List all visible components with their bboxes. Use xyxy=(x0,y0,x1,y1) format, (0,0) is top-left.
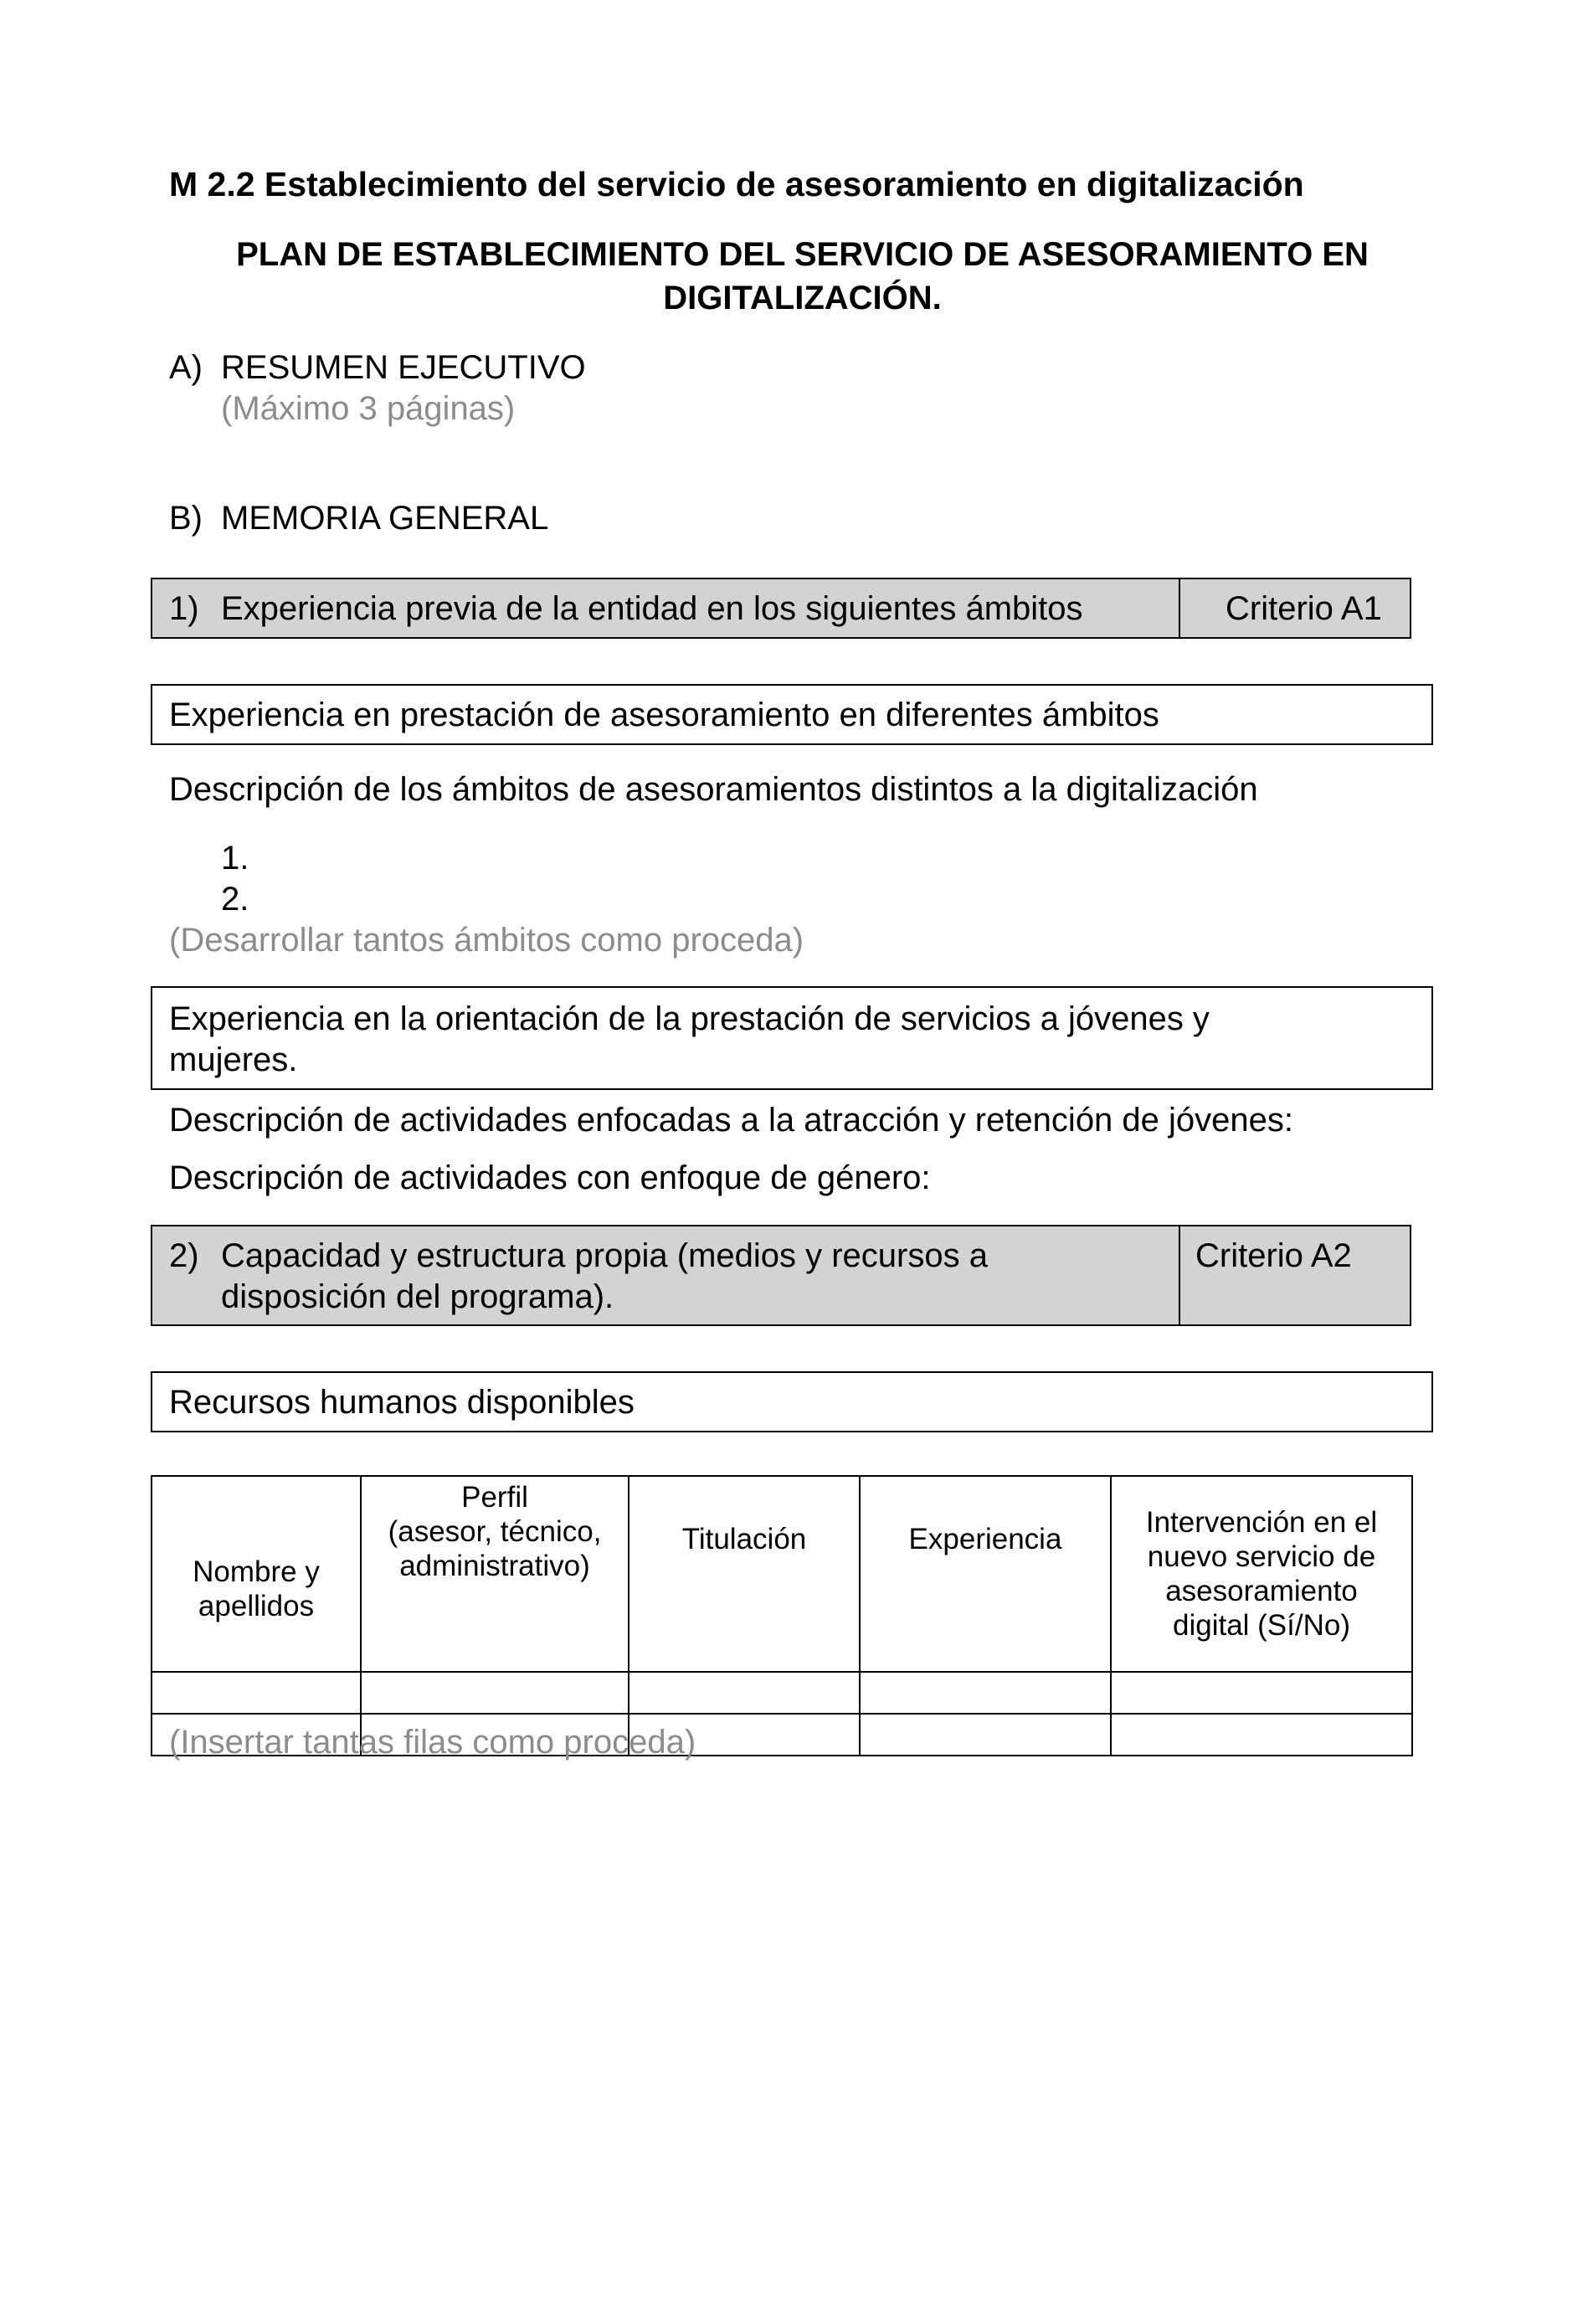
header-experience-line-1: Experiencia xyxy=(908,1523,1062,1555)
table-cell[interactable] xyxy=(1111,1672,1412,1714)
criterion-1-text: Experiencia previa de la entidad en los siguientes ámbitos xyxy=(221,590,1083,627)
header-name xyxy=(152,1476,361,1672)
criterion-1-number: 1) xyxy=(169,590,199,627)
section-b-title: MEMORIA GENERAL xyxy=(221,500,549,537)
youth-women-line-1: Experiencia en la orientación de la prestación de servicios a jóvenes y xyxy=(169,1000,1210,1037)
header-intervention-line-3: asesoramiento xyxy=(1165,1575,1358,1607)
table-cell[interactable] xyxy=(152,1672,361,1714)
table-cell[interactable] xyxy=(860,1714,1111,1756)
table-row xyxy=(152,1672,1412,1714)
develop-note: (Desarrollar tantos ámbitos como proceda) xyxy=(169,922,804,959)
advice-experience-box xyxy=(151,684,1433,745)
list-item-2: 2. xyxy=(221,881,249,918)
criterion-2-number: 2) xyxy=(169,1237,199,1274)
header-intervention-line-1: Intervención en el xyxy=(1145,1506,1378,1539)
header-experience xyxy=(860,1476,1111,1672)
header-profile-line-1: Perfil xyxy=(461,1481,528,1514)
table-cell[interactable] xyxy=(629,1672,860,1714)
table-header-row xyxy=(152,1476,1412,1672)
youth-description: Descripción de actividades enfocadas a la atracción y retención de jóvenes: xyxy=(169,1102,1294,1139)
section-b-label: B) xyxy=(169,500,203,537)
human-resources-text: Recursos humanos disponibles xyxy=(169,1384,635,1421)
header-intervention xyxy=(1111,1476,1412,1672)
criterion-2-line-2: disposición del programa). xyxy=(221,1278,614,1315)
module-title: M 2.2 Establecimiento del servicio de asesoramiento en digitalización xyxy=(169,165,1304,203)
table-cell[interactable] xyxy=(860,1672,1111,1714)
header-profile xyxy=(361,1476,629,1672)
list-item-1: 1. xyxy=(221,840,249,877)
header-name-line-1: Nombre y xyxy=(193,1555,320,1588)
advice-experience-text: Experiencia en prestación de asesoramiento en diferentes ámbitos xyxy=(169,697,1159,733)
plan-title-line-1: PLAN DE ESTABLECIMIENTO DEL SERVICIO DE ASESORAMIENTO EN xyxy=(236,236,1369,273)
criterion-1-label: Criterio A1 xyxy=(1226,590,1382,627)
criterion-2-label: Criterio A2 xyxy=(1195,1237,1352,1274)
youth-women-line-2: mujeres. xyxy=(169,1041,298,1078)
human-resources-box xyxy=(151,1371,1433,1432)
header-profile-line-3: administrativo) xyxy=(399,1550,590,1582)
header-degree-line-1: Titulación xyxy=(681,1523,807,1555)
criterion-2-label-cell xyxy=(1180,1226,1410,1324)
section-a-label: A) xyxy=(169,349,203,386)
gender-description: Descripción de actividades con enfoque de género: xyxy=(169,1159,931,1196)
criterion-1-label-cell xyxy=(1180,579,1410,637)
criterion-1-text-cell xyxy=(152,579,1180,637)
section-a-note: (Máximo 3 páginas) xyxy=(221,390,516,427)
criterion-2-text-cell xyxy=(152,1226,1180,1324)
header-name-line-2: apellidos xyxy=(198,1590,315,1622)
insert-rows-note: (Insertar tantas filas como proceda) xyxy=(169,1724,696,1761)
table-cell[interactable] xyxy=(361,1672,629,1714)
section-a-title: RESUMEN EJECUTIVO xyxy=(221,349,586,386)
plan-title xyxy=(169,233,1436,320)
header-intervention-line-4: digital (Sí/No) xyxy=(1172,1609,1351,1642)
advice-description: Descripción de los ámbitos de asesoramientos distintos a la digitalización xyxy=(169,771,1258,808)
header-intervention-line-2: nuevo servicio de xyxy=(1147,1540,1376,1573)
criterion-2-line-1: Capacidad y estructura propia (medios y recursos a xyxy=(221,1237,988,1274)
youth-women-box xyxy=(151,986,1433,1090)
header-profile-line-2: (asesor, técnico, xyxy=(388,1515,602,1548)
header-degree xyxy=(629,1476,860,1672)
human-resources-table xyxy=(151,1475,1413,1756)
criterion-2-box xyxy=(151,1225,1411,1326)
table-cell[interactable] xyxy=(1111,1714,1412,1756)
plan-title-line-2: DIGITALIZACIÓN. xyxy=(663,280,942,316)
criterion-1-box xyxy=(151,578,1411,639)
